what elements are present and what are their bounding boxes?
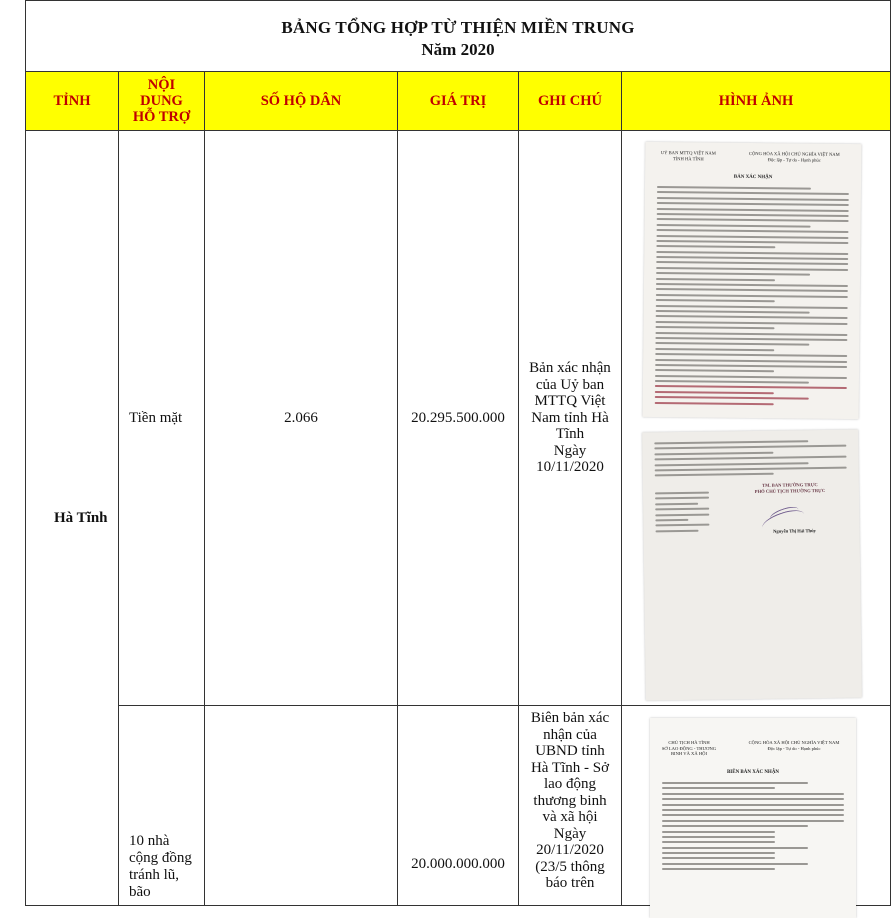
table-title-cell bbox=[26, 1, 891, 72]
col-header-note: GHI CHÚ bbox=[519, 72, 622, 131]
signer-name: Nguyễn Thị Hải Thúy bbox=[773, 528, 816, 534]
value-cell: 20.295.500.000 bbox=[398, 131, 519, 706]
support-content-cell: Tiền mặt bbox=[119, 131, 205, 706]
value-cell: 20.000.000.000 bbox=[398, 706, 519, 906]
confirmation-document-signature-photo bbox=[642, 430, 862, 701]
table-row bbox=[26, 131, 891, 706]
document-title: BẢN XÁC NHẬN bbox=[733, 174, 773, 181]
document-text-lines bbox=[655, 186, 849, 409]
table-row bbox=[26, 706, 891, 906]
confirmation-document-photo: UỶ BAN MTTQ VIỆT NAM TỈNH HÀ TĨNH CỘNG HÒA XÃ HỘI CHỦ NGHĨA VIỆT NAM Độc lập - Tự do - Hạnh phúc BẢN XÁC NHẬN bbox=[643, 142, 862, 419]
image-cell bbox=[622, 706, 891, 906]
table-year: Năm 2020 bbox=[421, 40, 495, 59]
col-header-image: HÌNH ẢNH bbox=[622, 72, 891, 131]
document-title: BIÊN BẢN XÁC NHẬN bbox=[726, 770, 780, 775]
image-cell bbox=[622, 131, 891, 706]
charity-summary-table bbox=[25, 0, 891, 906]
header-row bbox=[26, 72, 891, 131]
table-title: BẢNG TỔNG HỢP TỪ THIỆN MIỀN TRUNG bbox=[281, 18, 635, 37]
province-cell: Hà Tĩnh bbox=[26, 131, 119, 906]
note-cell: Bản xác nhận của Uỷ ban MTTQ Việt Nam tỉnh Hà Tĩnh Ngày 10/11/2020 bbox=[519, 131, 622, 706]
col-header-value: GIÁ TRỊ bbox=[398, 72, 519, 131]
labor-department-document-photo: CHỦ TỊCH HÀ TĨNH SỞ LAO ĐỘNG - THƯƠNG BINH VÀ XÃ HỘI CỘNG HÒA XÃ HỘI CHỦ NGHĨA VIỆT NAM Độc lập - Tự do - Hạnh phúc BIÊN BẢN XÁC NHẬN bbox=[650, 718, 856, 918]
households-cell bbox=[205, 706, 398, 906]
col-header-province: TỈNH bbox=[26, 72, 119, 131]
households-cell: 2.066 bbox=[205, 131, 398, 706]
support-content-cell: 10 nhà cộng đồng tránh lũ, bão bbox=[119, 706, 205, 906]
col-header-households: SỐ HỘ DÂN bbox=[205, 72, 398, 131]
signature-block: TM. BAN THƯỜNG TRỰC PHÓ CHỦ TỊCH THƯỜNG TRỰC bbox=[754, 482, 826, 494]
note-cell: Biên bản xác nhận của UBND tỉnh Hà Tĩnh - Sở lao động thương binh và xã hội Ngày 20/11/2020 (23/5 thông báo trên bbox=[519, 706, 622, 906]
col-header-support-content: NỘI DUNG HỖ TRỢ bbox=[119, 72, 205, 131]
